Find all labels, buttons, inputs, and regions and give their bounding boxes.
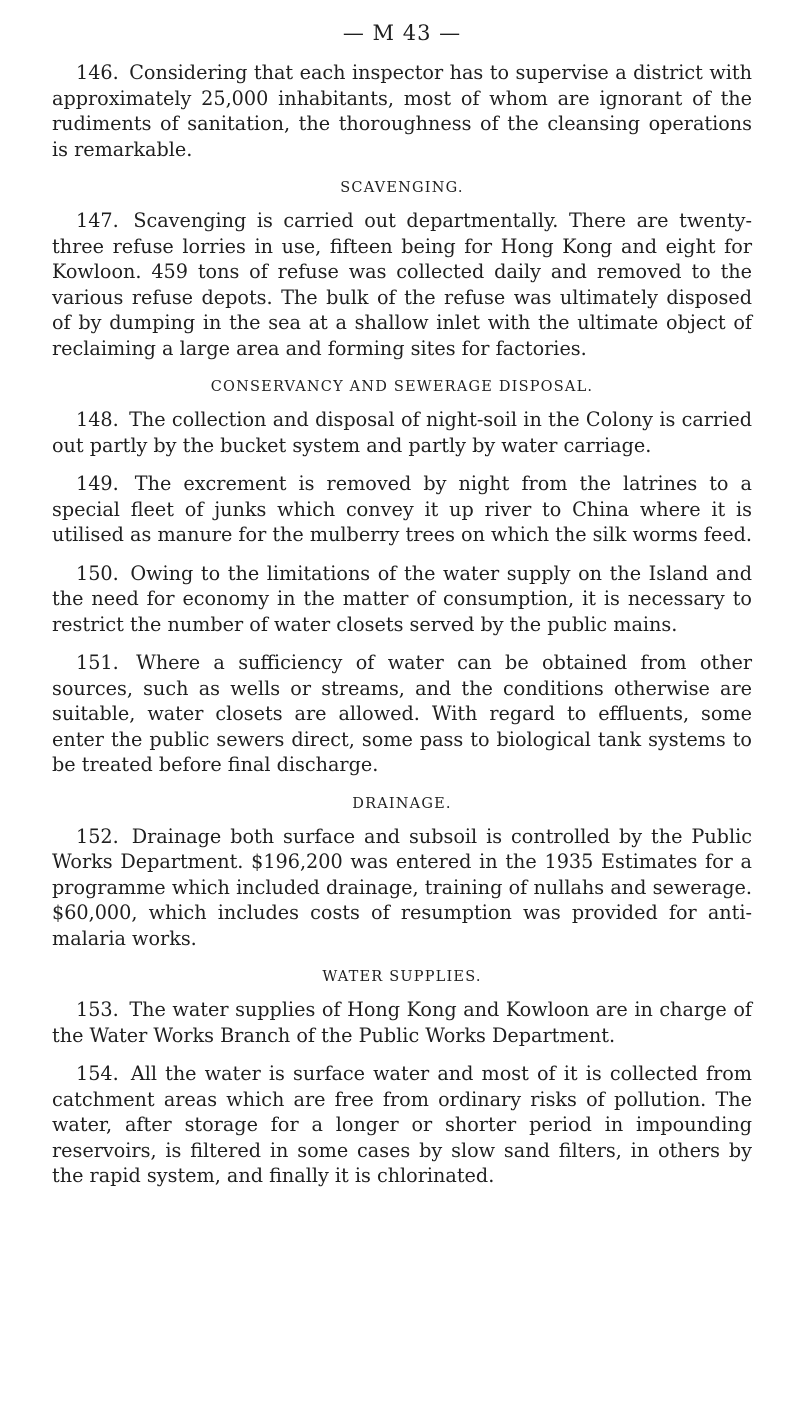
paragraph-text: Scavenging is carried out departmentally. There are twenty-three refuse lorries in use, fifteen being for Hong Kong and eight for Kowloon. 459 tons of refuse was collected daily and removed to the various refuse depots. The bulk of the refuse was ultimately disposed of by dumping in the sea at a shallow inlet with the ultimate object of reclaiming a large area and forming sites for factories. <box>52 209 752 360</box>
section-heading-conservancy: CONSERVANCY AND SEWERAGE DISPOSAL. <box>210 379 594 395</box>
section-heading-water-supplies: WATER SUPPLIES. <box>322 969 482 985</box>
paragraph-number: 150. <box>76 561 119 585</box>
paragraph-text: Where a sufficiency of water can be obtained from other sources, such as wells or streams, and the conditions otherwise are suitable, water closets are allowed. With regard to effluents, some enter the public sewers direct, some pass to biological tank systems to be treated before final discharge. <box>52 651 752 776</box>
paragraph-147 <box>52 208 752 361</box>
paragraph-text: Owing to the limitations of the water supply on the Island and the need for economy in the matter of consumption, it is necessary to restrict the number of water closets served by the public mains. <box>52 561 752 636</box>
document-page <box>52 20 752 1202</box>
paragraph-text: Considering that each inspector has to supervise a district with approximately 25,000 inhabitants, most of whom are ignorant of the rudiments of sanitation, the thoroughness of the cleansing operations is remarkable. <box>52 61 752 161</box>
section-heading-scavenging: SCAVENGING. <box>340 180 464 196</box>
paragraph-148 <box>52 407 752 458</box>
paragraph-number: 147. <box>76 209 119 232</box>
paragraph-text: The excrement is removed by night from the latrines to a special fleet of junks which convey it up river to China where it is utilised as manure for the mulberry trees on which the silk worms feed. <box>52 472 752 546</box>
paragraph-number: 154. <box>76 1062 119 1085</box>
paragraph-150 <box>52 561 752 638</box>
paragraph-number: 149. <box>76 472 119 495</box>
paragraph-149 <box>52 471 752 548</box>
paragraph-152 <box>52 824 752 952</box>
paragraph-151 <box>52 650 752 778</box>
paragraph-number: 153. <box>76 998 119 1021</box>
section-heading-drainage: DRAINAGE. <box>352 795 452 812</box>
paragraph-text: All the water is surface water and most of it is collected from catchment areas which are free from ordinary risks of pollution. The water, after storage for a longer or shorter period in impounding reservoirs, is filtered in some cases by slow sand filters, in others by the rapid system, and finally it is chlorinated. <box>52 1062 752 1187</box>
paragraph-number: 151. <box>76 651 119 674</box>
paragraph-text: The water supplies of Hong Kong and Kowloon are in charge of the Water Works Branch of the Public Works Department. <box>52 998 752 1047</box>
paragraph-number: 152. <box>76 824 119 848</box>
paragraph-text: The collection and disposal of night-soil in the Colony is carried out partly by the bucket system and partly by water carriage. <box>52 408 752 457</box>
paragraph-text: Drainage both surface and subsoil is controlled by the Public Works Department. $196,200 was entered in the 1935 Estimates for a programme which included drainage, training of nullahs and sewerage. $60,000, which includes costs of resumption was provided for anti-malaria works. <box>52 824 752 950</box>
paragraph-153 <box>52 997 752 1048</box>
page-number-header: — M 43 — <box>342 21 462 45</box>
paragraph-number: 148. <box>76 408 119 431</box>
paragraph-154 <box>52 1061 752 1189</box>
paragraph-number: 146. <box>76 61 119 84</box>
paragraph-146 <box>52 60 752 162</box>
